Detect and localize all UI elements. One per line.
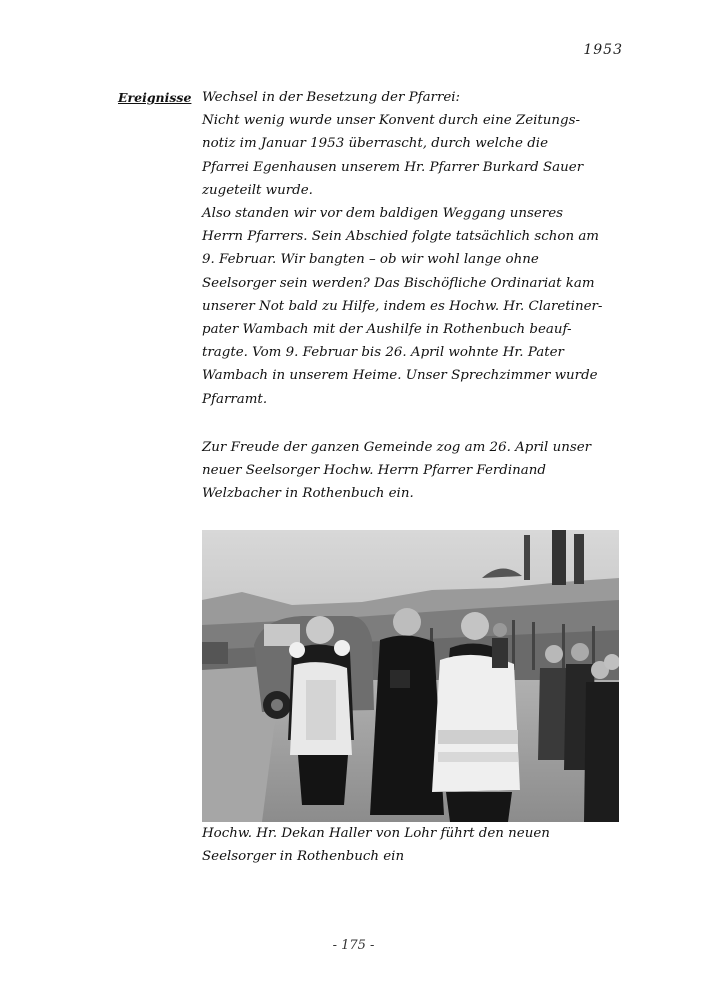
paragraph-change-of-parish	[202, 86, 632, 411]
text-line: Welzbacher in Rothenbuch ein.	[202, 486, 414, 502]
page-number: - 175 -	[332, 938, 375, 953]
text-line: zugeteilt wurde.	[202, 182, 313, 198]
text-line: Seelsorger sein werden? Das Bischöfliche Ordinariat kam	[202, 275, 595, 291]
text-line: 9. Februar. Wir bangten – ob wir wohl lange ohne	[202, 252, 539, 268]
text-line: Zur Freude der ganzen Gemeinde zog am 26. April unser	[202, 440, 592, 455]
text-line: Wambach in unserem Heime. Unser Sprechzimmer wurde	[202, 368, 598, 384]
text-line: Also standen wir vor dem baldigen Weggang unseres	[202, 206, 564, 222]
text-line: Pfarramt.	[202, 391, 268, 407]
text-line: Wechsel in der Besetzung der Pfarrei:	[202, 90, 461, 105]
photo-caption	[202, 822, 632, 868]
text-line: Pfarrei Egenhausen unserem Hr. Pfarrer Burkard Sauer	[202, 159, 584, 175]
text-line: neuer Seelsorger Hochw. Herrn Pfarrer Ferdinand	[202, 463, 546, 479]
text-line: pater Wambach mit der Aushilfe in Rothenbuch beauf-	[202, 322, 572, 338]
photo-pastor-installation	[202, 530, 619, 822]
caption-line: Hochw. Hr. Dekan Haller von Lohr führt den neuen	[202, 826, 550, 841]
page-year: 1953	[583, 42, 623, 58]
text-line: unserer Not bald zu Hilfe, indem es Hochw. Hr. Claretiner-	[202, 298, 603, 314]
text-line: tragte. Vom 9. Februar bis 26. April wohnte Hr. Pater	[202, 345, 564, 361]
caption-line: Seelsorger in Rothenbuch ein	[202, 849, 405, 864]
paragraph-new-pastor	[202, 436, 632, 506]
text-line: Herrn Pfarrers. Sein Abschied folgte tatsächlich schon am	[202, 229, 600, 245]
text-line: notiz im Januar 1953 überrascht, durch welche die	[202, 136, 548, 152]
section-label: Ereignisse	[118, 90, 192, 105]
text-line: Nicht wenig wurde unser Konvent durch eine Zeitungs-	[202, 113, 581, 129]
